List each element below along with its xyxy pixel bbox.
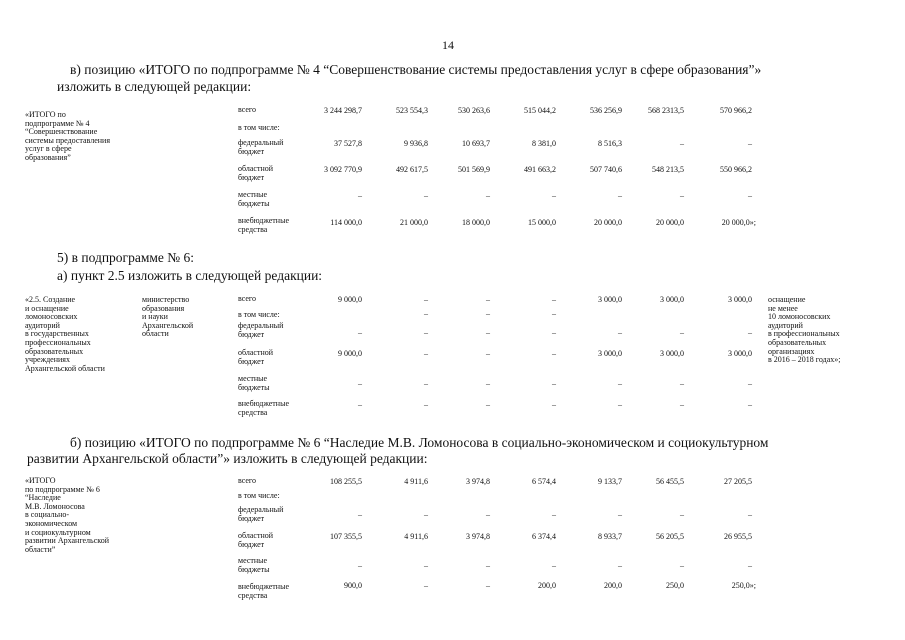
- table-cell: 10 693,7: [462, 139, 490, 148]
- table-cell: –: [552, 561, 556, 570]
- table-cell: 3 244 298,7: [324, 106, 362, 115]
- table-cell: –: [424, 561, 428, 570]
- table-cell: 9 000,0: [338, 295, 362, 304]
- table-cell: 108 255,5: [330, 477, 362, 486]
- table-cell: –: [680, 400, 684, 409]
- table-cell: 20 000,0: [656, 218, 684, 227]
- table-cell: –: [358, 379, 362, 388]
- table-cell: –: [358, 191, 362, 200]
- row-title: «ИТОГО по подпрограмме № 6 “Наследие М.В. Ломоносова в социально- экономическом и социокультурном развитии Архангельской области”: [25, 476, 110, 554]
- table-cell: 3 974,8: [466, 532, 490, 541]
- table-cell: 250,0»;: [731, 581, 756, 590]
- table-cell: –: [486, 295, 490, 304]
- section-b-heading-2: развитии Архангельской области”» изложить в следующей редакции:: [27, 451, 428, 466]
- table-cell: –: [680, 139, 684, 148]
- table-cell: 550 966,2: [720, 165, 752, 174]
- table-cell: 114 000,0: [330, 218, 362, 227]
- table-cell: –: [424, 191, 428, 200]
- table-cell: –: [748, 400, 752, 409]
- table-cell: 8 516,3: [598, 139, 622, 148]
- section-b-heading: б) позицию «ИТОГО по подпрограмме № 6 “Наследие М.В. Ломоносова в социально-экономическом и социокультурном: [70, 435, 769, 450]
- table-cell: –: [552, 328, 556, 337]
- table-cell: –: [748, 510, 752, 519]
- table-cell: –: [680, 379, 684, 388]
- row-label: в том числе:: [238, 123, 280, 132]
- table-cell: 536 256,9: [590, 106, 622, 115]
- table-cell: –: [552, 379, 556, 388]
- row-label: в том числе:: [238, 491, 280, 500]
- table-cell: –: [618, 191, 622, 200]
- table-cell: –: [424, 309, 428, 318]
- table-cell: –: [618, 379, 622, 388]
- page-number: 14: [442, 38, 454, 52]
- table-cell: 8 933,7: [598, 532, 622, 541]
- table-cell: –: [618, 328, 622, 337]
- table-cell: 491 663,2: [524, 165, 556, 174]
- table-cell: 3 000,0: [598, 295, 622, 304]
- table-cell: 21 000,0: [400, 218, 428, 227]
- table-cell: 530 263,6: [458, 106, 490, 115]
- section-v-heading: в) позицию «ИТОГО по подпрограмме № 4 “Совершенствование системы предоставления услуг в сфере образования”»: [70, 62, 762, 77]
- section-v-heading-2: изложить в следующей редакции:: [57, 79, 252, 94]
- table-cell: –: [618, 400, 622, 409]
- table-cell: 3 000,0: [660, 295, 684, 304]
- table-cell: 4 911,6: [404, 532, 428, 541]
- table-cell: –: [618, 510, 622, 519]
- table-cell: 3 000,0: [728, 295, 752, 304]
- executor-cell: министерство образования и науки Архангельской области: [142, 295, 194, 339]
- row-label: местные бюджеты: [238, 556, 270, 574]
- row-label: всего: [238, 105, 257, 114]
- table-cell: 9 000,0: [338, 349, 362, 358]
- table-cell: 548 213,5: [652, 165, 684, 174]
- row-label: федеральный бюджет: [238, 505, 284, 523]
- table-cell: –: [424, 400, 428, 409]
- row-title: «2.5. Создание и оснащение ломоносовских аудиторий в государственных профессиональных образовательных учреждениях Архангельской области: [25, 295, 105, 373]
- row-label: областной бюджет: [238, 531, 274, 549]
- table-cell: 900,0: [344, 581, 362, 590]
- table-cell: –: [486, 561, 490, 570]
- table-cell: –: [680, 191, 684, 200]
- row-label: местные бюджеты: [238, 190, 270, 208]
- table-cell: –: [680, 328, 684, 337]
- table-cell: 56 205,5: [656, 532, 684, 541]
- table-cell: 8 381,0: [532, 139, 556, 148]
- row-title: «ИТОГО по подпрограмме № 4 “Совершенствование системы предоставления услуг в сфере образования”: [25, 110, 111, 162]
- table-cell: 523 554,3: [396, 106, 428, 115]
- row-label: областной бюджет: [238, 348, 274, 366]
- row-label: внебюджетные средства: [238, 216, 289, 234]
- table-cell: –: [358, 328, 362, 337]
- table-cell: 20 000,0»;: [721, 218, 756, 227]
- note-cell: оснащение не менее 10 ломоносовских аудиторий в профессиональных образовательных организациях в 2016 – 2018 годах»;: [768, 295, 841, 365]
- table-cell: 492 617,5: [396, 165, 428, 174]
- row-label: местные бюджеты: [238, 374, 270, 392]
- section-5a-heading: а) пункт 2.5 изложить в следующей редакции:: [57, 268, 323, 283]
- table-cell: –: [680, 510, 684, 519]
- table-cell: 15 000,0: [528, 218, 556, 227]
- table-cell: –: [358, 400, 362, 409]
- table-cell: –: [424, 328, 428, 337]
- row-label: всего: [238, 476, 257, 485]
- table-cell: 501 569,9: [458, 165, 490, 174]
- table-cell: –: [424, 295, 428, 304]
- table-cell: 3 000,0: [598, 349, 622, 358]
- table-cell: 27 205,5: [724, 477, 752, 486]
- table-cell: 6 374,4: [532, 532, 556, 541]
- table-cell: –: [552, 349, 556, 358]
- table-cell: –: [424, 379, 428, 388]
- table-cell: –: [358, 561, 362, 570]
- table-cell: –: [552, 510, 556, 519]
- row-label: федеральный бюджет: [238, 138, 284, 156]
- table-cell: 515 044,2: [524, 106, 556, 115]
- table-cell: –: [618, 561, 622, 570]
- row-label: областной бюджет: [238, 164, 274, 182]
- table-cell: –: [358, 510, 362, 519]
- table-cell: 6 574,4: [532, 477, 556, 486]
- row-label: внебюджетные средства: [238, 582, 289, 600]
- table-cell: 26 955,5: [724, 532, 752, 541]
- table-cell: –: [748, 379, 752, 388]
- table-cell: 3 974,8: [466, 477, 490, 486]
- table-cell: 4 911,6: [404, 477, 428, 486]
- table-cell: 3 000,0: [728, 349, 752, 358]
- row-label: всего: [238, 294, 257, 303]
- table-cell: –: [486, 400, 490, 409]
- table-cell: –: [748, 191, 752, 200]
- table-cell: –: [748, 561, 752, 570]
- table-cell: –: [424, 349, 428, 358]
- table-cell: 200,0: [538, 581, 556, 590]
- table-cell: –: [486, 309, 490, 318]
- row-label: в том числе:: [238, 310, 280, 319]
- section-5-heading: 5) в подпрограмме № 6:: [57, 250, 195, 265]
- table-cell: –: [486, 581, 490, 590]
- table-cell: –: [424, 581, 428, 590]
- table-cell: –: [486, 328, 490, 337]
- table-cell: –: [486, 379, 490, 388]
- table-cell: –: [552, 400, 556, 409]
- table-cell: 200,0: [604, 581, 622, 590]
- table-cell: 107 355,5: [330, 532, 362, 541]
- table-cell: 20 000,0: [594, 218, 622, 227]
- table-cell: –: [486, 191, 490, 200]
- table-cell: –: [680, 561, 684, 570]
- row-label: федеральный бюджет: [238, 321, 284, 339]
- table-cell: –: [552, 191, 556, 200]
- table-cell: –: [486, 349, 490, 358]
- table-cell: 568 2313,5: [648, 106, 684, 115]
- table-cell: 3 092 770,9: [324, 165, 362, 174]
- table-cell: 250,0: [666, 581, 684, 590]
- table-cell: –: [424, 510, 428, 519]
- table-cell: –: [552, 295, 556, 304]
- table-cell: 18 000,0: [462, 218, 490, 227]
- table-cell: 3 000,0: [660, 349, 684, 358]
- table-cell: 9 133,7: [598, 477, 622, 486]
- table-cell: –: [748, 328, 752, 337]
- table-cell: 9 936,8: [404, 139, 428, 148]
- table-cell: –: [486, 510, 490, 519]
- row-label: внебюджетные средства: [238, 399, 289, 417]
- table-cell: –: [552, 309, 556, 318]
- table-cell: –: [748, 139, 752, 148]
- table-cell: 507 740,6: [590, 165, 622, 174]
- table-cell: 56 455,5: [656, 477, 684, 486]
- table-cell: 570 966,2: [720, 106, 752, 115]
- table-cell: 37 527,8: [334, 139, 362, 148]
